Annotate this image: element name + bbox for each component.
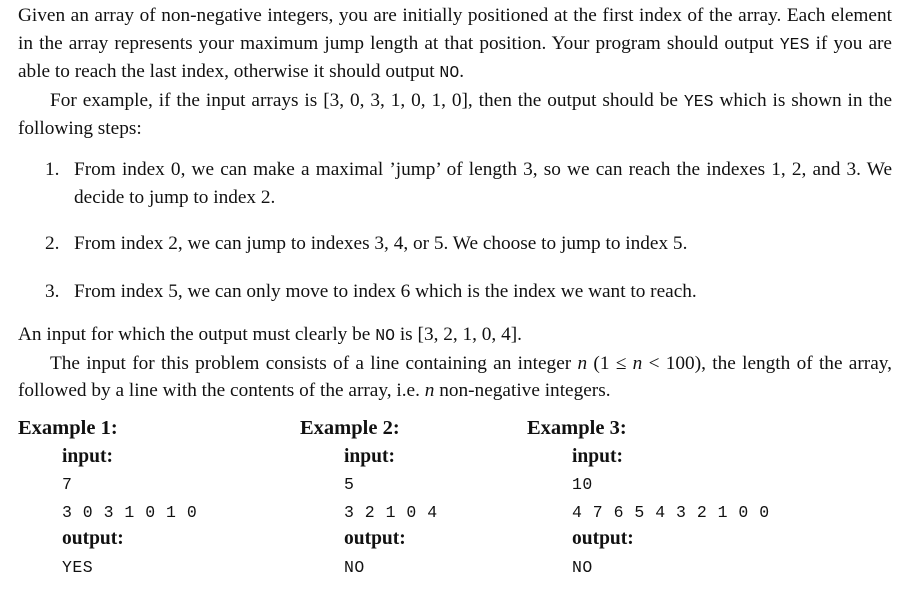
step-number: 3. [45, 281, 60, 302]
intro-text-end: . [459, 61, 465, 82]
input-n-value: 10 [572, 475, 593, 494]
example-text-end: which is shown in the following steps: [18, 89, 893, 139]
step-text: From index 0, we can make a maximal ’jump’ of length 3, so we can reach the indexes 1, 2, and 3. We decide to jump to index 2. [74, 159, 892, 208]
counter-text-mid: is [399, 324, 413, 345]
input-format-text: The input for this problem consists of a line containing an integer [50, 352, 572, 374]
input-label: input: [62, 446, 113, 467]
problem-statement [18, 2, 892, 143]
output-value: YES [62, 558, 94, 577]
step-text: From index 5, we can only move to index 6 which is the index we want to reach. [74, 281, 697, 302]
counter-text: An input for which the output must clearly be [18, 324, 371, 345]
input-label: input: [572, 446, 623, 467]
counter-text-end: . [517, 324, 522, 345]
input-format-tail: non-negative integers. [439, 380, 611, 401]
step-item [18, 278, 892, 306]
example-text: For example, if the input arrays is [50, 89, 318, 111]
example-title: Example 1: [18, 417, 118, 439]
counter-example-paragraph [18, 321, 892, 350]
input-format-text-end: , the length of the array, followed by a line with the contents of the array, i.e. [18, 352, 892, 401]
examples-section [0, 414, 916, 604]
counter-array: [3, 2, 1, 0, 4] [417, 324, 518, 345]
output-value: NO [344, 558, 365, 577]
input-array-value: 4 7 6 5 4 3 2 1 0 0 [572, 503, 770, 522]
yes-keyword: YES [779, 34, 810, 54]
example-title: Example 3: [527, 417, 627, 439]
step-item [18, 156, 892, 211]
range-close: < 100) [648, 352, 702, 374]
example-text-mid: , then the output should be [467, 89, 678, 111]
input-label: input: [344, 446, 395, 467]
range-open: (1 ≤ [593, 352, 627, 374]
yes-keyword: YES [683, 91, 714, 111]
input-array-value: 3 0 3 1 0 1 0 [62, 503, 198, 522]
n-variable: n [577, 352, 588, 374]
input-format-paragraph [18, 350, 892, 405]
output-value: NO [572, 558, 593, 577]
example-title: Example 2: [300, 417, 400, 439]
n-variable: n [424, 380, 435, 401]
step-item [18, 230, 892, 258]
output-label: output: [572, 528, 634, 549]
intro-text-mid: if you are able to reach the last index, otherwise it should output [18, 32, 892, 82]
no-keyword: NO [375, 326, 395, 345]
example-paragraph [18, 87, 892, 143]
no-keyword: NO [439, 63, 460, 82]
input-array-value: 3 2 1 0 4 [344, 503, 438, 522]
step-number: 2. [45, 233, 60, 254]
output-label: output: [344, 528, 406, 549]
example-array: [3, 0, 3, 1, 0, 1, 0] [323, 89, 468, 111]
n-variable: n [632, 352, 643, 374]
step-number: 1. [45, 159, 60, 180]
input-description [18, 321, 892, 405]
step-text: From index 2, we can jump to indexes 3, 4, or 5. We choose to jump to index 5. [74, 233, 688, 254]
intro-text: Given an array of non-negative integers, you are initially positioned at the first index of the array. Each element in the array represents your maximum jump length at that position. Your program should output [18, 5, 892, 54]
input-n-value: 5 [344, 475, 355, 494]
intro-paragraph [18, 2, 892, 87]
output-label: output: [62, 528, 124, 549]
input-n-value: 7 [62, 475, 73, 494]
